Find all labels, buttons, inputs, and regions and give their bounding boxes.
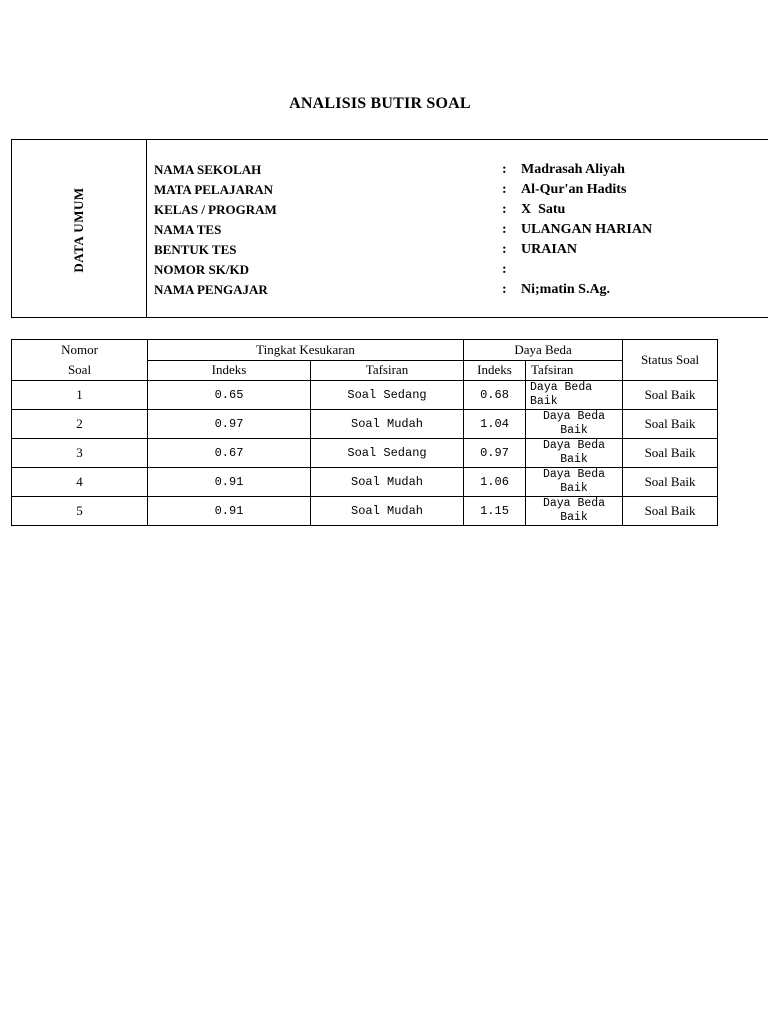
info-colon: : xyxy=(502,162,507,177)
cell-db-indeks: 0.97 xyxy=(464,439,526,468)
cell-no: 2 xyxy=(12,410,148,439)
cell-db-indeks: 1.15 xyxy=(464,497,526,526)
cell-db-tafsiran xyxy=(526,410,623,439)
cell-no: 3 xyxy=(12,439,148,468)
cell-status: Soal Baik xyxy=(623,410,718,439)
info-label: NAMA TES xyxy=(154,222,222,237)
data-umum-label: DATA UMUM xyxy=(71,187,86,273)
header-tingkat-kesukaran: Tingkat Kesukaran xyxy=(148,340,464,361)
cell-tk-tafsiran: Soal Mudah xyxy=(311,468,464,497)
cell-tk-indeks: 0.67 xyxy=(148,439,311,468)
cell-tk-indeks: 0.65 xyxy=(148,381,311,410)
cell-db-tafsiran xyxy=(526,381,623,410)
info-value: X Satu xyxy=(521,202,566,217)
info-value: Al-Qur'an Hadits xyxy=(521,182,627,197)
cell-tk-tafsiran: Soal Mudah xyxy=(311,497,464,526)
cell-tk-tafsiran: Soal Sedang xyxy=(311,381,464,410)
header-row-1 xyxy=(12,340,718,361)
cell-db-tafsiran-line2: Baik xyxy=(560,482,588,495)
cell-db-tafsiran-line2: Baik xyxy=(560,424,588,437)
cell-tk-tafsiran: Soal Sedang xyxy=(311,439,464,468)
cell-db-tafsiran-line1: Daya Beda xyxy=(542,439,606,452)
table-row xyxy=(12,439,718,468)
analysis-table xyxy=(11,339,718,526)
info-row-kelas-program xyxy=(12,202,768,222)
cell-db-tafsiran-line2: Baik xyxy=(530,395,558,408)
info-colon: : xyxy=(502,242,507,257)
cell-db-tafsiran-line1: Daya Beda xyxy=(542,468,606,481)
info-label: MATA PELAJARAN xyxy=(154,182,274,197)
cell-db-tafsiran xyxy=(526,468,623,497)
header-daya-beda: Daya Beda xyxy=(464,340,623,361)
table-row xyxy=(12,497,718,526)
info-row-nomor-sk-kd xyxy=(12,262,768,282)
header-tafsiran-tk: Tafsiran xyxy=(311,360,464,381)
header-indeks-db: Indeks xyxy=(464,360,526,381)
cell-db-indeks: 1.04 xyxy=(464,410,526,439)
info-label: KELAS / PROGRAM xyxy=(154,202,277,217)
cell-db-tafsiran xyxy=(526,497,623,526)
cell-status: Soal Baik xyxy=(623,381,718,410)
info-label: NOMOR SK/KD xyxy=(154,262,249,277)
header-status-soal: Status Soal xyxy=(623,340,718,381)
info-value: Ni;matin S.Ag. xyxy=(521,282,611,297)
info-colon: : xyxy=(502,202,507,217)
cell-db-tafsiran xyxy=(526,439,623,468)
cell-db-tafsiran-line1: Daya Beda xyxy=(542,497,606,510)
cell-tk-indeks: 0.97 xyxy=(148,410,311,439)
data-umum-section xyxy=(11,139,768,318)
table-row xyxy=(12,468,718,497)
info-row-nama-pengajar xyxy=(12,282,768,302)
cell-db-indeks: 1.06 xyxy=(464,468,526,497)
info-colon: : xyxy=(502,182,507,197)
cell-status: Soal Baik xyxy=(623,439,718,468)
info-colon: : xyxy=(502,282,507,297)
cell-db-tafsiran-line1: Daya Beda xyxy=(530,381,593,394)
cell-db-tafsiran-line2: Baik xyxy=(560,511,588,524)
header-nomor-line1: Nomor xyxy=(61,342,98,357)
info-row-bentuk-tes xyxy=(12,242,768,262)
cell-status: Soal Baik xyxy=(623,497,718,526)
cell-no: 1 xyxy=(12,381,148,410)
cell-tk-indeks: 0.91 xyxy=(148,468,311,497)
info-value: ULANGAN HARIAN xyxy=(521,222,653,237)
cell-db-tafsiran-line2: Baik xyxy=(560,453,588,466)
info-row-nama-tes xyxy=(12,222,768,242)
page-title: ANALISIS BUTIR SOAL xyxy=(289,95,471,112)
header-tafsiran-db: Tafsiran xyxy=(526,360,623,381)
info-label: BENTUK TES xyxy=(154,242,237,257)
cell-no: 5 xyxy=(12,497,148,526)
cell-tk-indeks: 0.91 xyxy=(148,497,311,526)
table-row xyxy=(12,410,718,439)
cell-no: 4 xyxy=(12,468,148,497)
info-colon: : xyxy=(502,262,507,277)
cell-db-indeks: 0.68 xyxy=(464,381,526,410)
cell-tk-tafsiran: Soal Mudah xyxy=(311,410,464,439)
header-nomor-soal xyxy=(12,340,148,381)
info-value: URAIAN xyxy=(521,242,577,257)
table-row xyxy=(12,381,718,410)
header-nomor-line2: Soal xyxy=(67,362,92,377)
info-label: NAMA SEKOLAH xyxy=(154,162,262,177)
cell-status: Soal Baik xyxy=(623,468,718,497)
info-label: NAMA PENGAJAR xyxy=(154,282,268,297)
info-colon: : xyxy=(502,222,507,237)
info-row-mata-pelajaran xyxy=(12,182,768,202)
info-row-nama-sekolah xyxy=(12,162,768,182)
cell-db-tafsiran-line1: Daya Beda xyxy=(542,410,606,423)
info-value: Madrasah Aliyah xyxy=(521,162,625,177)
header-indeks-tk: Indeks xyxy=(148,360,311,381)
